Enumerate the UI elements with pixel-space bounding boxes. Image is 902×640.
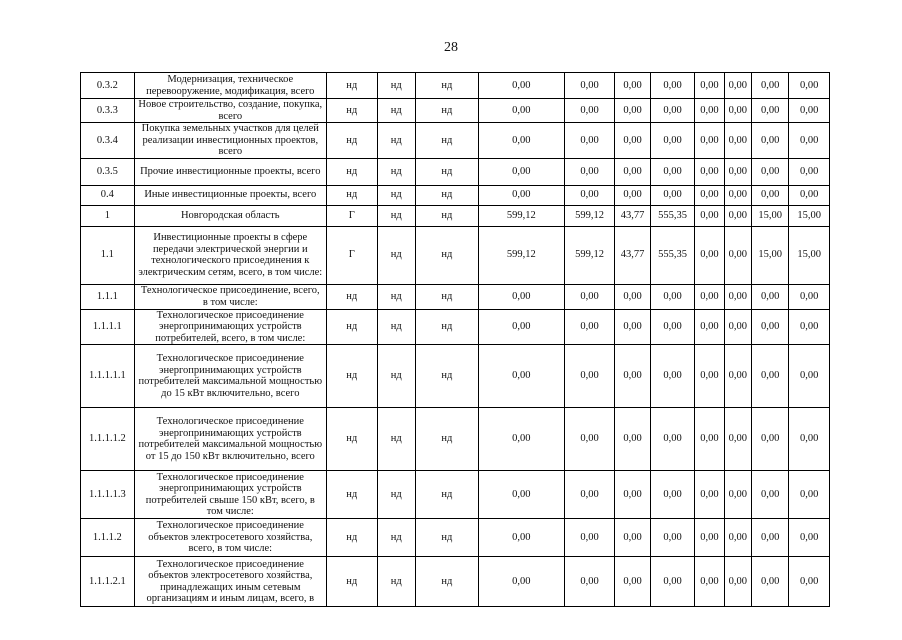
row-col-nd-2: нд bbox=[415, 408, 478, 471]
row-col-nd-2: нд bbox=[415, 158, 478, 185]
row-code: 0.3.2 bbox=[81, 73, 135, 99]
row-value-4: 555,35 bbox=[650, 205, 695, 226]
row-code: 1.1 bbox=[81, 226, 135, 284]
row-col-nd-1: нд bbox=[377, 309, 415, 345]
row-col-nd-1: нд bbox=[377, 519, 415, 557]
row-col-nd-1: нд bbox=[377, 471, 415, 519]
row-name: Технологическое присоединение энергопринимающих устройств потребителей максимальной мощностью от 15 до 150 кВт включительно, всего bbox=[134, 408, 326, 471]
row-value-2: 0,00 bbox=[564, 345, 615, 408]
row-value-3: 43,77 bbox=[615, 205, 650, 226]
row-col-nd-2: нд bbox=[415, 205, 478, 226]
row-code: 1.1.1.1.3 bbox=[81, 471, 135, 519]
row-value-2: 0,00 bbox=[564, 471, 615, 519]
table-row bbox=[81, 309, 830, 345]
row-name: Технологическое присоединение энергопринимающих устройств потребителей, всего, в том числе: bbox=[134, 309, 326, 345]
row-col-nd-2: нд bbox=[415, 99, 478, 123]
row-value-7: 0,00 bbox=[751, 123, 788, 159]
table-row bbox=[81, 185, 830, 205]
row-name: Технологическое присоединение энергопринимающих устройств потребителей свыше 150 кВт, всего, в том числе: bbox=[134, 471, 326, 519]
row-value-2: 0,00 bbox=[564, 519, 615, 557]
row-name: Иные инвестиционные проекты, всего bbox=[134, 185, 326, 205]
row-code: 1.1.1.2.1 bbox=[81, 557, 135, 607]
row-value-8: 0,00 bbox=[789, 158, 830, 185]
row-value-6: 0,00 bbox=[724, 471, 751, 519]
row-name: Инвестиционные проекты в сфере передачи электрической энергии и технологического присоединения к электрическим сетям, всего, в том числе: bbox=[134, 226, 326, 284]
row-value-2: 0,00 bbox=[564, 284, 615, 309]
row-col-status: нд bbox=[326, 123, 377, 159]
row-value-2: 0,00 bbox=[564, 408, 615, 471]
row-value-3: 0,00 bbox=[615, 519, 650, 557]
row-value-6: 0,00 bbox=[724, 185, 751, 205]
row-col-status: нд bbox=[326, 158, 377, 185]
row-value-5: 0,00 bbox=[695, 158, 724, 185]
row-value-5: 0,00 bbox=[695, 557, 724, 607]
row-value-1: 0,00 bbox=[478, 158, 564, 185]
row-code: 0.4 bbox=[81, 185, 135, 205]
row-col-status: нд bbox=[326, 471, 377, 519]
row-col-status: нд bbox=[326, 345, 377, 408]
row-value-7: 15,00 bbox=[751, 226, 788, 284]
row-col-status: нд bbox=[326, 519, 377, 557]
row-col-nd-2: нд bbox=[415, 557, 478, 607]
row-col-nd-1: нд bbox=[377, 73, 415, 99]
row-value-3: 0,00 bbox=[615, 284, 650, 309]
row-col-nd-2: нд bbox=[415, 345, 478, 408]
row-value-2: 599,12 bbox=[564, 226, 615, 284]
row-col-nd-1: нд bbox=[377, 123, 415, 159]
row-value-3: 0,00 bbox=[615, 557, 650, 607]
row-value-8: 15,00 bbox=[789, 226, 830, 284]
row-code: 1.1.1 bbox=[81, 284, 135, 309]
row-value-2: 599,12 bbox=[564, 205, 615, 226]
row-value-6: 0,00 bbox=[724, 309, 751, 345]
row-code: 0.3.3 bbox=[81, 99, 135, 123]
row-value-8: 0,00 bbox=[789, 557, 830, 607]
row-value-5: 0,00 bbox=[695, 185, 724, 205]
row-value-5: 0,00 bbox=[695, 519, 724, 557]
row-value-6: 0,00 bbox=[724, 226, 751, 284]
table-row bbox=[81, 471, 830, 519]
row-value-7: 0,00 bbox=[751, 73, 788, 99]
row-value-6: 0,00 bbox=[724, 345, 751, 408]
row-col-nd-2: нд bbox=[415, 471, 478, 519]
row-value-4: 0,00 bbox=[650, 471, 695, 519]
row-value-8: 0,00 bbox=[789, 345, 830, 408]
row-value-7: 0,00 bbox=[751, 158, 788, 185]
row-value-7: 0,00 bbox=[751, 408, 788, 471]
row-name: Технологическое присоединение, всего, в том числе: bbox=[134, 284, 326, 309]
row-value-7: 0,00 bbox=[751, 471, 788, 519]
row-col-status: Г bbox=[326, 205, 377, 226]
row-value-8: 0,00 bbox=[789, 471, 830, 519]
row-value-8: 0,00 bbox=[789, 309, 830, 345]
row-name: Технологическое присоединение энергопринимающих устройств потребителей максимальной мощностью до 15 кВт включительно, всего bbox=[134, 345, 326, 408]
row-value-6: 0,00 bbox=[724, 284, 751, 309]
row-value-1: 0,00 bbox=[478, 185, 564, 205]
row-col-status: нд bbox=[326, 185, 377, 205]
row-value-8: 0,00 bbox=[789, 185, 830, 205]
row-col-status: нд bbox=[326, 309, 377, 345]
row-value-7: 0,00 bbox=[751, 309, 788, 345]
row-col-nd-1: нд bbox=[377, 345, 415, 408]
row-value-5: 0,00 bbox=[695, 205, 724, 226]
row-value-5: 0,00 bbox=[695, 284, 724, 309]
row-col-nd-1: нд bbox=[377, 284, 415, 309]
row-name: Новгородская область bbox=[134, 205, 326, 226]
row-name: Модернизация, техническое перевооружение, модификация, всего bbox=[134, 73, 326, 99]
row-col-nd-1: нд bbox=[377, 226, 415, 284]
row-value-1: 0,00 bbox=[478, 123, 564, 159]
row-col-nd-2: нд bbox=[415, 226, 478, 284]
row-value-6: 0,00 bbox=[724, 557, 751, 607]
row-value-1: 0,00 bbox=[478, 309, 564, 345]
row-value-6: 0,00 bbox=[724, 205, 751, 226]
row-value-3: 0,00 bbox=[615, 123, 650, 159]
row-col-status: нд bbox=[326, 408, 377, 471]
row-value-6: 0,00 bbox=[724, 408, 751, 471]
row-value-8: 0,00 bbox=[789, 123, 830, 159]
row-value-1: 0,00 bbox=[478, 284, 564, 309]
row-value-3: 0,00 bbox=[615, 408, 650, 471]
row-code: 0.3.4 bbox=[81, 123, 135, 159]
row-value-3: 0,00 bbox=[615, 345, 650, 408]
row-value-4: 0,00 bbox=[650, 185, 695, 205]
row-value-4: 0,00 bbox=[650, 345, 695, 408]
row-value-6: 0,00 bbox=[724, 158, 751, 185]
row-value-4: 0,00 bbox=[650, 408, 695, 471]
row-value-2: 0,00 bbox=[564, 158, 615, 185]
table-row bbox=[81, 99, 830, 123]
row-value-5: 0,00 bbox=[695, 408, 724, 471]
row-value-3: 0,00 bbox=[615, 471, 650, 519]
table-row bbox=[81, 205, 830, 226]
row-name: Покупка земельных участков для целей реализации инвестиционных проектов, всего bbox=[134, 123, 326, 159]
row-value-2: 0,00 bbox=[564, 309, 615, 345]
table-row bbox=[81, 557, 830, 607]
row-col-nd-2: нд bbox=[415, 123, 478, 159]
table-row bbox=[81, 158, 830, 185]
row-value-1: 0,00 bbox=[478, 471, 564, 519]
row-col-nd-2: нд bbox=[415, 519, 478, 557]
row-value-7: 0,00 bbox=[751, 519, 788, 557]
table-row bbox=[81, 226, 830, 284]
row-col-nd-1: нд bbox=[377, 408, 415, 471]
row-value-7: 15,00 bbox=[751, 205, 788, 226]
row-value-5: 0,00 bbox=[695, 73, 724, 99]
row-code: 1 bbox=[81, 205, 135, 226]
row-col-nd-1: нд bbox=[377, 205, 415, 226]
row-value-7: 0,00 bbox=[751, 185, 788, 205]
row-value-2: 0,00 bbox=[564, 99, 615, 123]
row-value-3: 0,00 bbox=[615, 309, 650, 345]
row-code: 1.1.1.1.1 bbox=[81, 345, 135, 408]
row-value-4: 0,00 bbox=[650, 284, 695, 309]
table-row bbox=[81, 73, 830, 99]
table-row bbox=[81, 408, 830, 471]
row-value-5: 0,00 bbox=[695, 345, 724, 408]
row-value-1: 599,12 bbox=[478, 205, 564, 226]
row-value-5: 0,00 bbox=[695, 99, 724, 123]
row-value-3: 43,77 bbox=[615, 226, 650, 284]
row-value-4: 555,35 bbox=[650, 226, 695, 284]
row-value-5: 0,00 bbox=[695, 471, 724, 519]
row-value-2: 0,00 bbox=[564, 123, 615, 159]
row-col-nd-1: нд bbox=[377, 185, 415, 205]
row-value-1: 0,00 bbox=[478, 99, 564, 123]
row-value-1: 0,00 bbox=[478, 408, 564, 471]
row-value-2: 0,00 bbox=[564, 73, 615, 99]
row-code: 1.1.1.2 bbox=[81, 519, 135, 557]
row-value-1: 0,00 bbox=[478, 557, 564, 607]
row-value-8: 0,00 bbox=[789, 73, 830, 99]
row-name: Новое строительство, создание, покупка, всего bbox=[134, 99, 326, 123]
row-col-nd-1: нд bbox=[377, 99, 415, 123]
row-value-8: 0,00 bbox=[789, 408, 830, 471]
table-row bbox=[81, 284, 830, 309]
row-value-1: 0,00 bbox=[478, 345, 564, 408]
row-col-nd-2: нд bbox=[415, 185, 478, 205]
investment-table bbox=[80, 72, 830, 607]
table-body bbox=[81, 73, 830, 607]
row-value-6: 0,00 bbox=[724, 73, 751, 99]
table-row bbox=[81, 519, 830, 557]
row-value-4: 0,00 bbox=[650, 557, 695, 607]
row-value-7: 0,00 bbox=[751, 284, 788, 309]
row-value-6: 0,00 bbox=[724, 99, 751, 123]
row-value-3: 0,00 bbox=[615, 185, 650, 205]
row-value-7: 0,00 bbox=[751, 557, 788, 607]
row-value-4: 0,00 bbox=[650, 123, 695, 159]
row-value-7: 0,00 bbox=[751, 99, 788, 123]
row-value-4: 0,00 bbox=[650, 99, 695, 123]
row-value-1: 0,00 bbox=[478, 73, 564, 99]
row-col-nd-2: нд bbox=[415, 73, 478, 99]
row-col-status: нд bbox=[326, 99, 377, 123]
row-value-2: 0,00 bbox=[564, 185, 615, 205]
table-row bbox=[81, 345, 830, 408]
row-value-3: 0,00 bbox=[615, 99, 650, 123]
row-code: 1.1.1.1.2 bbox=[81, 408, 135, 471]
row-value-8: 0,00 bbox=[789, 284, 830, 309]
row-value-2: 0,00 bbox=[564, 557, 615, 607]
row-col-nd-2: нд bbox=[415, 309, 478, 345]
row-code: 1.1.1.1 bbox=[81, 309, 135, 345]
row-value-4: 0,00 bbox=[650, 73, 695, 99]
row-value-8: 0,00 bbox=[789, 519, 830, 557]
row-col-status: нд bbox=[326, 284, 377, 309]
row-value-8: 0,00 bbox=[789, 99, 830, 123]
row-code: 0.3.5 bbox=[81, 158, 135, 185]
row-col-nd-2: нд bbox=[415, 284, 478, 309]
row-value-3: 0,00 bbox=[615, 73, 650, 99]
row-value-6: 0,00 bbox=[724, 123, 751, 159]
row-value-6: 0,00 bbox=[724, 519, 751, 557]
row-col-nd-1: нд bbox=[377, 158, 415, 185]
row-col-status: Г bbox=[326, 226, 377, 284]
row-value-4: 0,00 bbox=[650, 519, 695, 557]
page-number: 28 bbox=[444, 40, 458, 55]
row-col-nd-1: нд bbox=[377, 557, 415, 607]
row-value-8: 15,00 bbox=[789, 205, 830, 226]
investment-table-container bbox=[80, 72, 830, 615]
table-row bbox=[81, 123, 830, 159]
row-value-5: 0,00 bbox=[695, 226, 724, 284]
row-name: Прочие инвестиционные проекты, всего bbox=[134, 158, 326, 185]
row-name: Технологическое присоединение объектов электросетевого хозяйства, принадлежащих иным сетевым организациям и иным лицам, всего, в bbox=[134, 557, 326, 607]
row-value-4: 0,00 bbox=[650, 309, 695, 345]
row-col-status: нд bbox=[326, 557, 377, 607]
row-value-3: 0,00 bbox=[615, 158, 650, 185]
row-name: Технологическое присоединение объектов электросетевого хозяйства, всего, в том числе: bbox=[134, 519, 326, 557]
row-value-7: 0,00 bbox=[751, 345, 788, 408]
row-value-5: 0,00 bbox=[695, 309, 724, 345]
row-value-5: 0,00 bbox=[695, 123, 724, 159]
row-value-1: 0,00 bbox=[478, 519, 564, 557]
row-value-1: 599,12 bbox=[478, 226, 564, 284]
row-col-status: нд bbox=[326, 73, 377, 99]
row-value-4: 0,00 bbox=[650, 158, 695, 185]
